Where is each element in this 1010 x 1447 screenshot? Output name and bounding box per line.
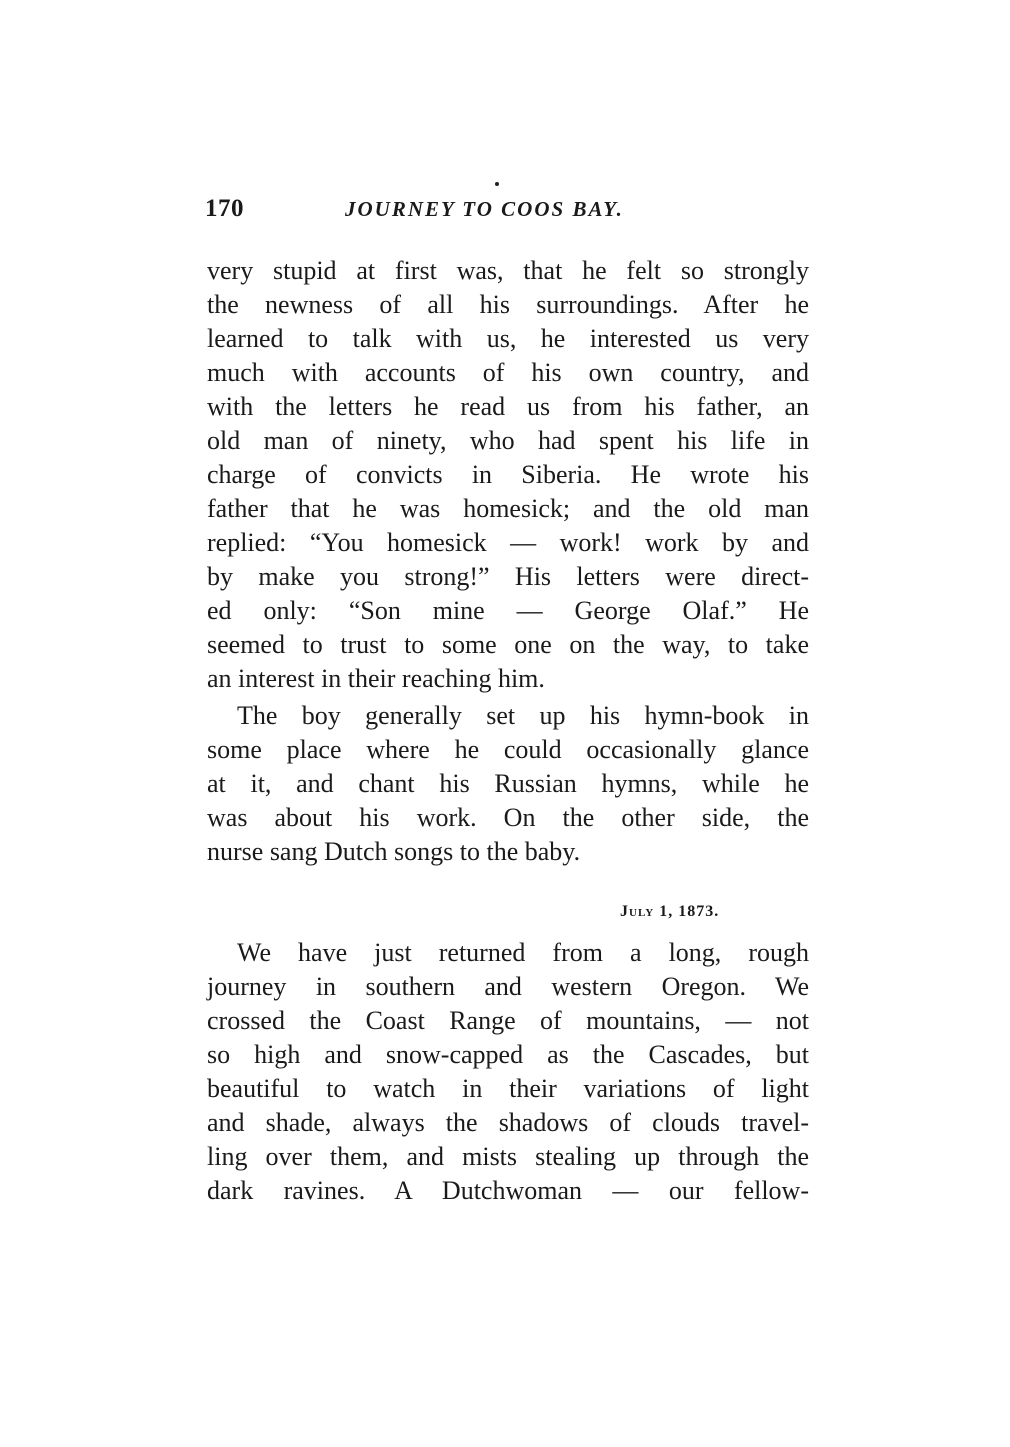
dateline: July 1, 1873. bbox=[620, 903, 720, 920]
text-line: by make you strong!” His letters were direct- bbox=[207, 562, 809, 591]
text-line: old man of ninety, who had spent his life in bbox=[207, 426, 809, 455]
text-line: ling over them, and mists stealing up through the bbox=[207, 1142, 809, 1171]
text-line: some place where he could occasionally glance bbox=[207, 735, 809, 764]
text-line: journey in southern and western Oregon. We bbox=[207, 972, 809, 1001]
text-line: so high and snow-capped as the Cascades, but bbox=[207, 1040, 809, 1069]
text-line: very stupid at first was, that he felt so strongly bbox=[207, 256, 809, 285]
text-line: dark ravines. A Dutchwoman — our fellow- bbox=[207, 1176, 809, 1205]
text-line: father that he was homesick; and the old man bbox=[207, 494, 809, 523]
text-line: was about his work. On the other side, the bbox=[207, 803, 809, 832]
journal-entry bbox=[207, 936, 809, 1208]
text-line: at it, and chant his Russian hymns, while he bbox=[207, 769, 809, 798]
text-line: nurse sang Dutch songs to the baby. bbox=[207, 837, 581, 866]
text-line: learned to talk with us, he interested us very bbox=[207, 324, 809, 353]
text-line: an interest in their reaching him. bbox=[207, 664, 545, 693]
text-line: seemed to trust to some one on the way, to take bbox=[207, 630, 809, 659]
page-number: 170 bbox=[205, 195, 244, 222]
print-speck bbox=[495, 182, 499, 186]
running-head bbox=[205, 195, 810, 231]
text-line: beautiful to watch in their variations of light bbox=[207, 1074, 809, 1103]
text-line: much with accounts of his own country, and bbox=[207, 358, 809, 387]
text-line: and shade, always the shadows of clouds travel- bbox=[207, 1108, 809, 1137]
paragraph-2 bbox=[207, 699, 809, 869]
paragraph-1 bbox=[207, 254, 809, 696]
running-title: JOURNEY TO COOS BAY. bbox=[345, 197, 624, 221]
text-line: with the letters he read us from his father, an bbox=[207, 392, 809, 421]
text-line: crossed the Coast Range of mountains, — not bbox=[207, 1006, 809, 1035]
text-line: We have just returned from a long, rough bbox=[237, 938, 809, 967]
text-line: charge of convicts in Siberia. He wrote his bbox=[207, 460, 809, 489]
text-line: replied: “You homesick — work! work by and bbox=[207, 528, 809, 557]
text-line: ed only: “Son mine — George Olaf.” He bbox=[207, 596, 809, 625]
text-line: the newness of all his surroundings. After he bbox=[207, 290, 809, 319]
text-line: The boy generally set up his hymn-book in bbox=[237, 701, 809, 730]
